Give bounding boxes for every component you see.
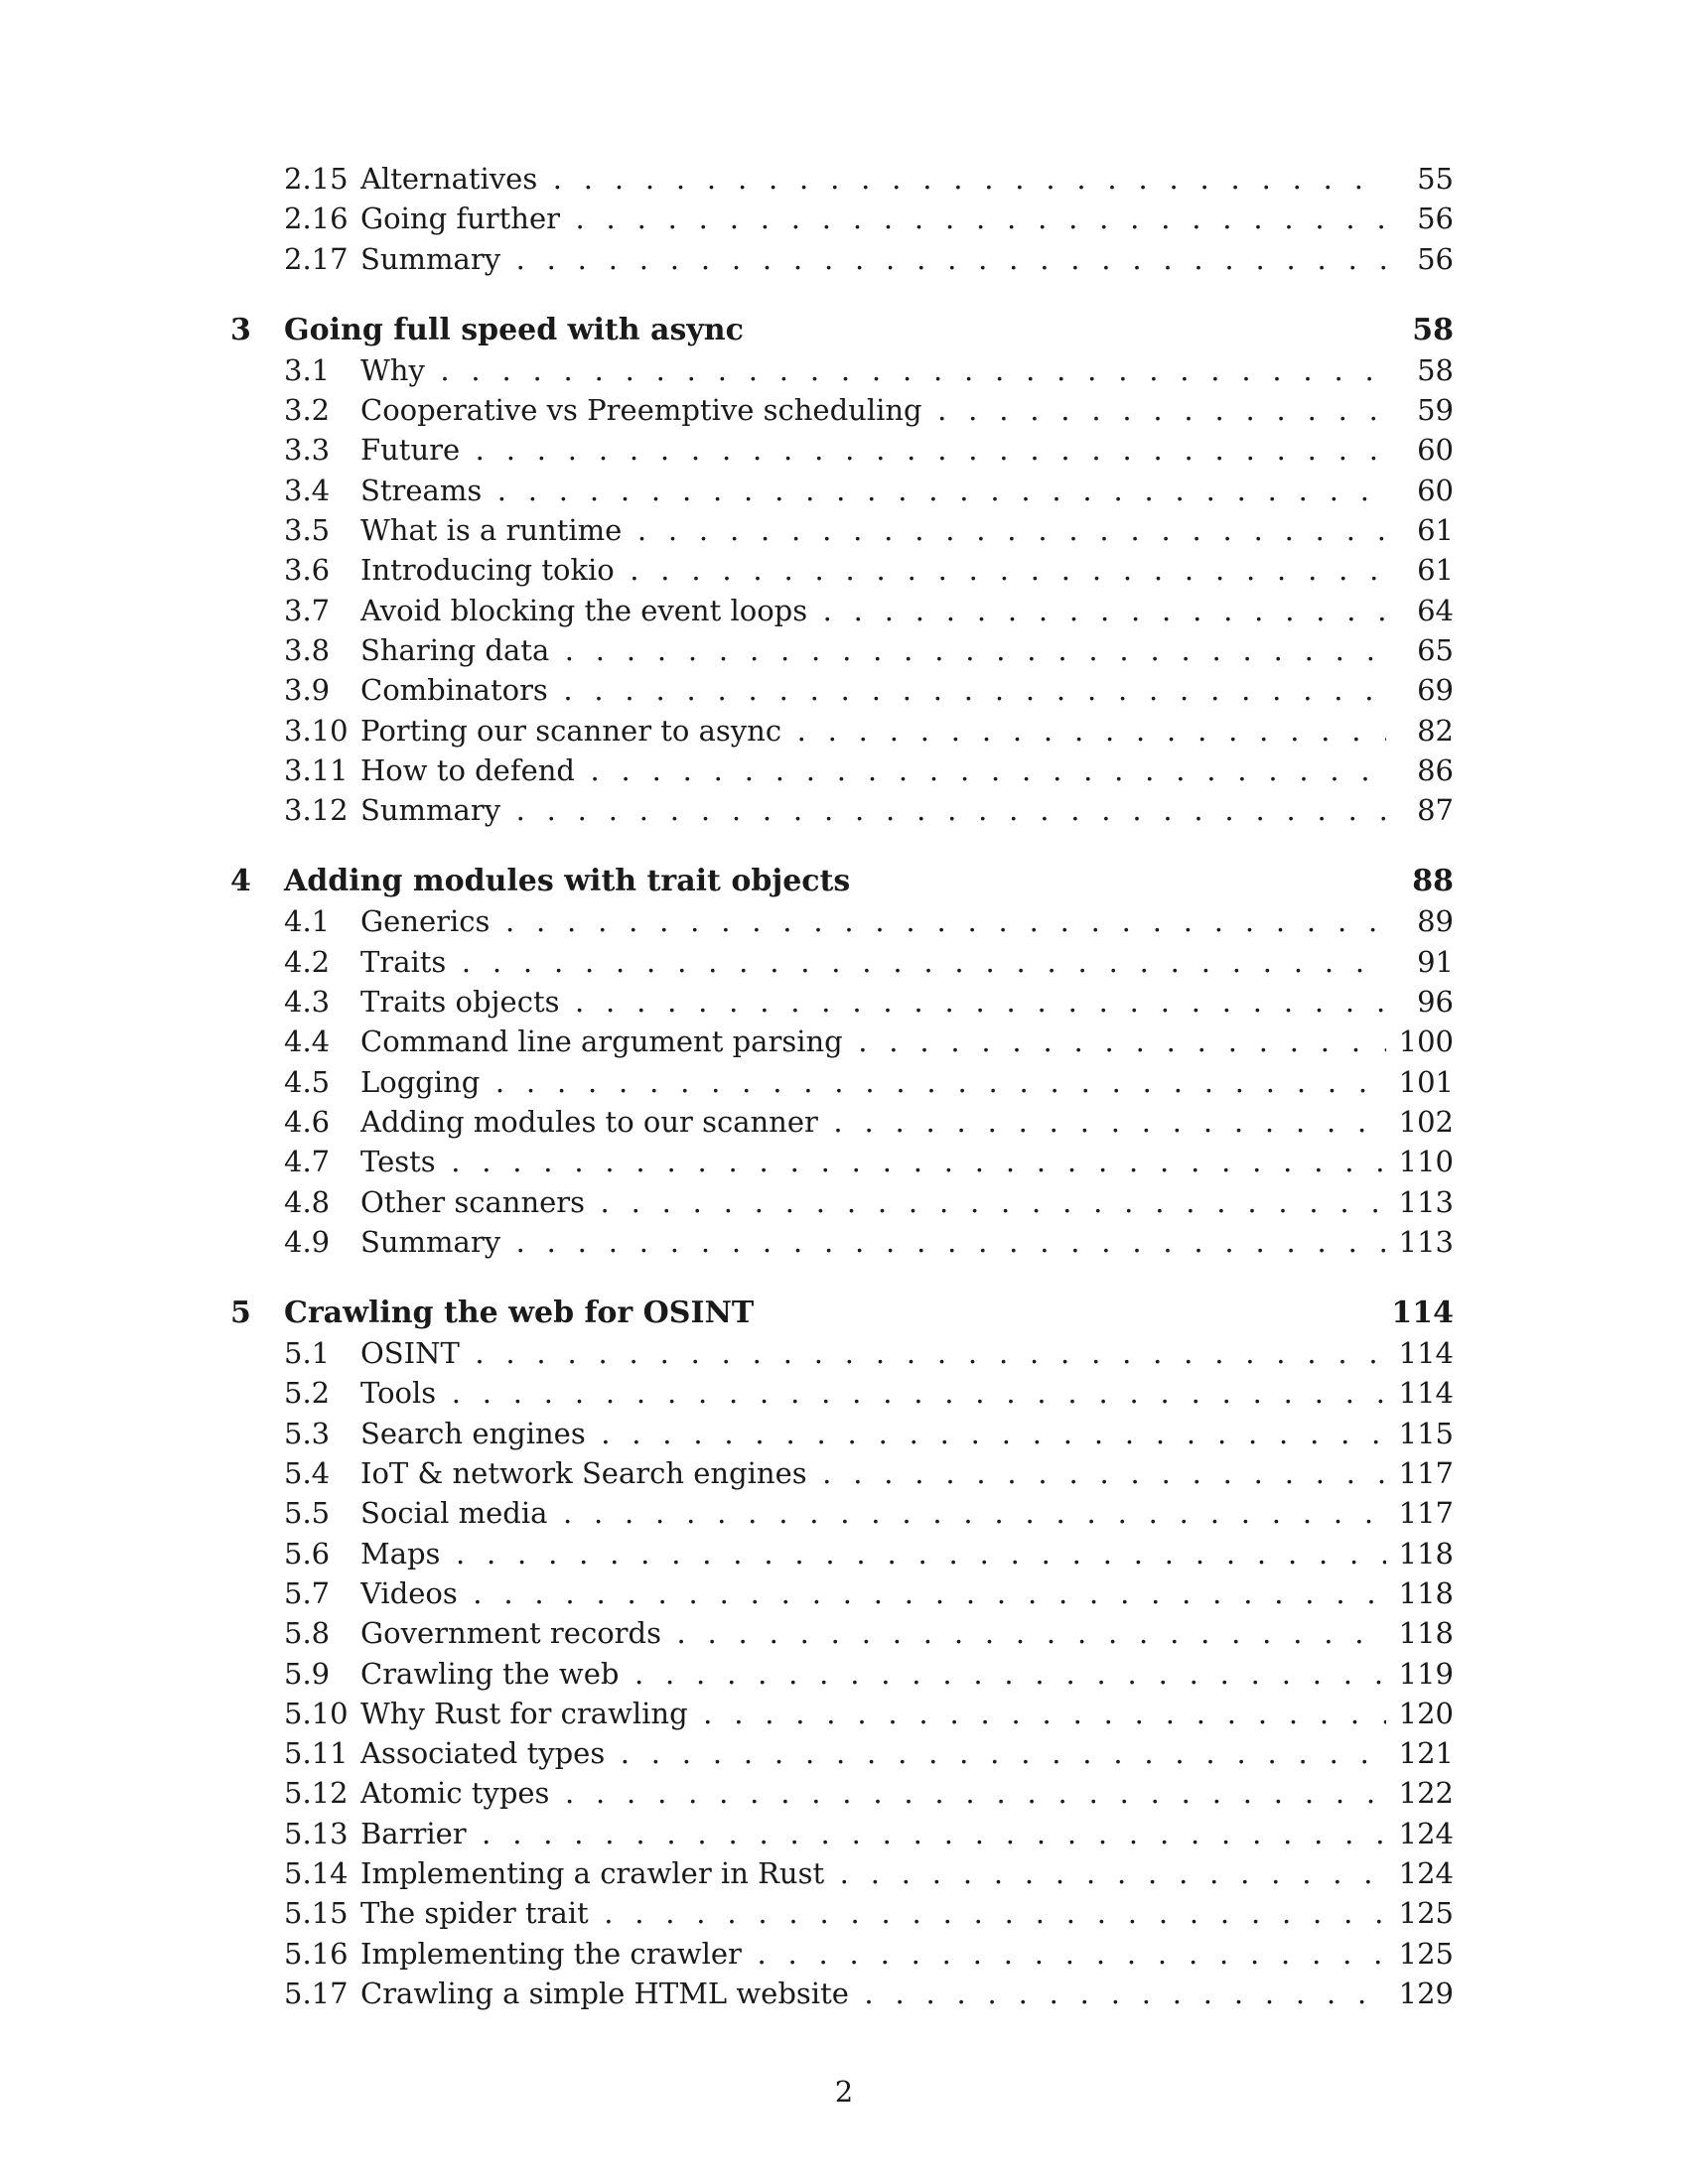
section-title: The spider trait: [360, 1896, 589, 1931]
section-page-number: 69: [1417, 673, 1454, 708]
section-title: Government records: [360, 1616, 661, 1651]
section-number: 2.15: [284, 162, 349, 196]
section-number: 3.9: [284, 673, 331, 708]
chapter-page-number: 58: [1412, 312, 1454, 347]
section-title-leader: [360, 1142, 1386, 1181]
section-number: 4.9: [284, 1224, 331, 1259]
toc-entry[interactable]: [230, 1853, 1454, 1893]
toc-entry[interactable]: [230, 1573, 1454, 1613]
toc-entry[interactable]: [230, 1414, 1454, 1453]
section-number: 5.1: [284, 1336, 331, 1371]
toc-entry[interactable]: [230, 1222, 1454, 1262]
section-number: 2.17: [284, 241, 349, 276]
chapter-title: Adding modules with trait objects: [284, 864, 851, 899]
dot-leader: [807, 594, 1386, 627]
section-title: Other scanners: [360, 1184, 586, 1219]
toc-entry[interactable]: [230, 751, 1454, 790]
dot-leader: [818, 1105, 1386, 1139]
dot-leader: [537, 162, 1386, 196]
chapter-heading[interactable]: [230, 1294, 1454, 1333]
toc-entry[interactable]: [230, 670, 1454, 710]
chapter-number: 4: [230, 864, 251, 899]
section-page-number: 61: [1417, 553, 1454, 588]
dot-leader: [549, 633, 1386, 667]
toc-entry[interactable]: [230, 591, 1454, 630]
section-title: Sharing data: [360, 632, 550, 667]
section-page-number: 64: [1417, 593, 1454, 627]
section-page-number: 129: [1398, 1976, 1454, 2010]
section-title: Tools: [360, 1376, 437, 1411]
dot-leader: [436, 1376, 1386, 1410]
chapter-page-number: 114: [1391, 1296, 1454, 1331]
section-page-number: 61: [1417, 513, 1454, 548]
section-number: 3.4: [284, 473, 331, 507]
dot-leader: [843, 1024, 1386, 1058]
section-number: 5.17: [284, 1976, 349, 2010]
section-title-leader: [360, 1062, 1386, 1102]
section-number: 3.2: [284, 393, 331, 428]
toc-entry[interactable]: [230, 1182, 1454, 1222]
dot-leader: [500, 793, 1386, 827]
toc-entry[interactable]: [230, 901, 1454, 941]
section-number: 5.8: [284, 1616, 331, 1651]
section-number: 5.7: [284, 1575, 331, 1610]
section-title: Traits: [360, 944, 447, 979]
section-title-leader: [360, 1573, 1386, 1613]
section-page-number: 113: [1398, 1184, 1454, 1219]
toc-entry[interactable]: [230, 1373, 1454, 1413]
section-title: Summary: [360, 793, 501, 828]
dot-leader: [619, 1657, 1386, 1691]
chapter-list: [230, 311, 1454, 2013]
dot-leader: [440, 1537, 1386, 1570]
section-number: 5.2: [284, 1376, 331, 1411]
section-number: 5.6: [284, 1536, 331, 1570]
section-title-leader: [360, 901, 1386, 941]
toc-entry[interactable]: [230, 1654, 1454, 1694]
section-title-leader: [360, 1333, 1386, 1373]
section-number: 3.3: [284, 433, 331, 468]
section-title: OSINT: [360, 1336, 460, 1371]
section-page-number: 114: [1398, 1376, 1454, 1411]
toc-entry[interactable]: [230, 1062, 1454, 1102]
section-title: Associated types: [360, 1736, 606, 1771]
section-title-leader: [360, 159, 1386, 199]
section-page-number: 122: [1398, 1776, 1454, 1811]
page-number: 2: [834, 2075, 854, 2109]
section-title: Why Rust for crawling: [360, 1696, 688, 1730]
toc-entry[interactable]: [230, 1773, 1454, 1813]
toc-entry[interactable]: [230, 430, 1454, 470]
section-title: Future: [360, 433, 461, 468]
section-number: 5.3: [284, 1416, 331, 1450]
chapter-heading[interactable]: [230, 311, 1454, 350]
section-page-number: 60: [1417, 473, 1454, 507]
dot-leader: [490, 904, 1386, 938]
section-number: 5.14: [284, 1855, 349, 1890]
dot-leader: [807, 1456, 1386, 1490]
chapter-block: [230, 1294, 1454, 2013]
dot-leader: [549, 1776, 1386, 1810]
dot-leader: [425, 353, 1386, 387]
continued-section-entries: [230, 159, 1454, 279]
section-title-leader: [360, 430, 1386, 470]
section-page-number: 120: [1398, 1696, 1454, 1730]
section-title-leader: [360, 1733, 1386, 1773]
dot-leader: [922, 393, 1386, 427]
section-title-leader: [360, 1974, 1386, 2013]
section-title-leader: [360, 942, 1386, 982]
dot-leader: [460, 1336, 1386, 1370]
section-page-number: 96: [1417, 985, 1454, 1020]
section-title: Generics: [360, 904, 491, 939]
dot-leader: [575, 753, 1386, 787]
section-title-leader: [360, 1893, 1386, 1933]
section-number: 5.11: [284, 1736, 349, 1771]
chapter-number: 3: [230, 312, 251, 347]
section-title-leader: [360, 1934, 1386, 1974]
section-title-leader: [360, 1853, 1386, 1893]
section-title: IoT & network Search engines: [360, 1456, 807, 1491]
section-page-number: 124: [1398, 1855, 1454, 1890]
toc-entry[interactable]: [230, 239, 1454, 279]
section-page-number: 55: [1417, 162, 1454, 196]
dot-leader: [742, 1937, 1386, 1971]
dot-leader: [547, 1496, 1386, 1530]
section-title-leader: [360, 199, 1386, 238]
section-title-leader: [360, 982, 1386, 1022]
dot-leader: [661, 1616, 1386, 1650]
section-number: 3.1: [284, 352, 331, 387]
section-title: Going further: [360, 202, 560, 236]
section-title: Videos: [360, 1575, 458, 1610]
toc-entry[interactable]: [230, 1733, 1454, 1773]
section-title: Summary: [360, 241, 501, 276]
chapter-title: Crawling the web for OSINT: [284, 1296, 755, 1331]
chapter-page-number: 88: [1412, 864, 1454, 899]
section-page-number: 118: [1398, 1616, 1454, 1651]
section-number: 5.13: [284, 1816, 349, 1850]
section-title: Social media: [360, 1496, 548, 1531]
section-number: 3.11: [284, 752, 349, 787]
section-number: 4.4: [284, 1024, 331, 1059]
section-page-number: 115: [1398, 1416, 1454, 1450]
dot-leader: [467, 1817, 1386, 1850]
section-title-leader: [360, 1654, 1386, 1694]
section-page-number: 91: [1417, 944, 1454, 979]
section-title: Traits objects: [360, 985, 560, 1020]
dot-leader: [688, 1697, 1386, 1730]
dot-leader: [560, 202, 1386, 235]
section-page-number: 110: [1398, 1145, 1454, 1179]
toc-entry[interactable]: [230, 159, 1454, 199]
section-number: 4.7: [284, 1145, 331, 1179]
section-title-leader: [360, 790, 1386, 830]
toc-entry[interactable]: [230, 471, 1454, 510]
section-title-leader: [360, 1102, 1386, 1142]
toc-entry[interactable]: [230, 790, 1454, 830]
toc-entry[interactable]: [230, 510, 1454, 550]
toc-entry[interactable]: [230, 1142, 1454, 1181]
section-number: 4.1: [284, 904, 331, 939]
toc-entry[interactable]: [230, 350, 1454, 390]
section-title: Adding modules to our scanner: [360, 1104, 818, 1139]
section-page-number: 102: [1398, 1104, 1454, 1139]
section-title: Streams: [360, 473, 483, 507]
section-title-leader: [360, 1613, 1386, 1653]
chapter-block: [230, 311, 1454, 831]
table-of-contents: [230, 159, 1454, 2013]
chapter-title: Going full speed with async: [284, 312, 744, 347]
section-page-number: 100: [1398, 1024, 1454, 1059]
section-number: 5.4: [284, 1456, 331, 1491]
toc-entry[interactable]: [230, 1022, 1454, 1061]
chapter-number: 5: [230, 1296, 251, 1331]
section-page-number: 117: [1398, 1496, 1454, 1531]
dot-leader: [589, 1896, 1386, 1930]
section-number: 4.8: [284, 1184, 331, 1219]
dot-leader: [615, 553, 1386, 587]
section-page-number: 118: [1398, 1536, 1454, 1570]
dot-leader: [460, 433, 1386, 467]
section-page-number: 82: [1417, 713, 1454, 748]
section-number: 3.10: [284, 713, 349, 748]
section-number: 3.8: [284, 632, 331, 667]
section-title: Search engines: [360, 1416, 586, 1450]
section-page-number: 125: [1398, 1936, 1454, 1971]
section-number: 4.2: [284, 944, 331, 979]
section-title: Command line argument parsing: [360, 1024, 843, 1059]
section-number: 2.16: [284, 202, 349, 236]
section-title: Implementing the crawler: [360, 1936, 742, 1971]
section-title: Summary: [360, 1224, 501, 1259]
section-page-number: 86: [1417, 752, 1454, 787]
section-number: 3.5: [284, 513, 331, 548]
toc-entry[interactable]: [230, 942, 1454, 982]
section-title-leader: [360, 239, 1386, 279]
section-title-leader: [360, 471, 1386, 510]
dot-leader: [548, 673, 1386, 707]
section-title-leader: [360, 630, 1386, 670]
chapter-heading[interactable]: [230, 862, 1454, 901]
section-title: Combinators: [360, 673, 548, 708]
toc-entry[interactable]: [230, 390, 1454, 430]
section-title-leader: [360, 390, 1386, 430]
toc-entry[interactable]: [230, 550, 1454, 590]
section-title: Avoid blocking the event loops: [360, 593, 808, 627]
dot-leader: [586, 1417, 1386, 1450]
toc-entry[interactable]: [230, 1934, 1454, 1974]
section-number: 4.3: [284, 985, 331, 1020]
section-title: Crawling a simple HTML website: [360, 1976, 849, 2010]
toc-entry[interactable]: [230, 1333, 1454, 1373]
section-title: Porting our scanner to async: [360, 713, 782, 748]
section-title-leader: [360, 711, 1386, 751]
dot-leader: [622, 513, 1386, 547]
section-title-leader: [360, 1182, 1386, 1222]
dot-leader: [436, 1145, 1386, 1178]
dot-leader: [500, 1225, 1386, 1259]
section-title: Atomic types: [360, 1776, 550, 1811]
section-title: Logging: [360, 1064, 481, 1099]
section-number: 5.15: [284, 1896, 349, 1931]
chapter-block: [230, 862, 1454, 1262]
section-title: Alternatives: [360, 162, 538, 196]
section-title: Tests: [360, 1145, 436, 1179]
section-number: 5.9: [284, 1656, 331, 1691]
dot-leader: [781, 714, 1386, 748]
section-title-leader: [360, 1493, 1386, 1533]
toc-entry[interactable]: [230, 1974, 1454, 2013]
toc-entry[interactable]: [230, 630, 1454, 670]
section-page-number: 125: [1398, 1896, 1454, 1931]
dot-leader: [605, 1736, 1386, 1770]
section-number: 5.5: [284, 1496, 331, 1531]
section-title-leader: [360, 1453, 1386, 1493]
toc-entry[interactable]: [230, 199, 1454, 238]
section-number: 5.12: [284, 1776, 349, 1811]
dot-leader: [500, 242, 1386, 276]
section-number: 3.6: [284, 553, 331, 588]
dot-leader: [585, 1185, 1386, 1219]
toc-entry[interactable]: [230, 711, 1454, 751]
section-title-leader: [360, 1534, 1386, 1573]
dot-leader: [849, 1977, 1386, 2010]
section-title-leader: [360, 751, 1386, 790]
section-title-leader: [360, 550, 1386, 590]
section-title: What is a runtime: [360, 513, 623, 548]
section-page-number: 65: [1417, 632, 1454, 667]
section-title: Maps: [360, 1536, 441, 1570]
section-page-number: 118: [1398, 1575, 1454, 1610]
section-title: Crawling the web: [360, 1656, 620, 1691]
section-page-number: 58: [1417, 352, 1454, 387]
section-page-number: 89: [1417, 904, 1454, 939]
section-page-number: 119: [1398, 1656, 1454, 1691]
toc-entry[interactable]: [230, 1694, 1454, 1733]
section-title-leader: [360, 1414, 1386, 1453]
section-page-number: 121: [1398, 1736, 1454, 1771]
toc-entry[interactable]: [230, 1534, 1454, 1573]
dot-leader: [482, 474, 1386, 507]
toc-entry[interactable]: [230, 1102, 1454, 1142]
section-title-leader: [360, 591, 1386, 630]
section-number: 4.6: [284, 1104, 331, 1139]
section-page-number: 60: [1417, 433, 1454, 468]
section-title-leader: [360, 1694, 1386, 1733]
dot-leader: [446, 945, 1386, 979]
section-title: How to defend: [360, 752, 575, 787]
section-title: Implementing a crawler in Rust: [360, 1855, 825, 1890]
section-title-leader: [360, 1814, 1386, 1853]
section-page-number: 117: [1398, 1456, 1454, 1491]
section-page-number: 59: [1417, 393, 1454, 428]
section-title-leader: [360, 1022, 1386, 1061]
section-number: 5.10: [284, 1696, 349, 1730]
section-page-number: 56: [1417, 241, 1454, 276]
section-title: Barrier: [360, 1816, 467, 1850]
section-title-leader: [360, 670, 1386, 710]
section-page-number: 56: [1417, 202, 1454, 236]
section-title-leader: [360, 1773, 1386, 1813]
section-number: 3.12: [284, 793, 349, 828]
toc-entry[interactable]: [230, 1613, 1454, 1653]
toc-entry[interactable]: [230, 1453, 1454, 1493]
section-title-leader: [360, 1373, 1386, 1413]
toc-entry[interactable]: [230, 1814, 1454, 1853]
toc-entry[interactable]: [230, 1493, 1454, 1533]
section-page-number: 101: [1398, 1064, 1454, 1099]
section-page-number: 113: [1398, 1224, 1454, 1259]
section-page-number: 114: [1398, 1336, 1454, 1371]
section-number: 5.16: [284, 1936, 349, 1971]
section-title: Introducing tokio: [360, 553, 615, 588]
section-number: 3.7: [284, 593, 331, 627]
section-title: Why: [360, 352, 425, 387]
dot-leader: [559, 985, 1386, 1019]
section-page-number: 87: [1417, 793, 1454, 828]
dot-leader: [824, 1856, 1386, 1890]
section-title-leader: [360, 350, 1386, 390]
dot-leader: [480, 1065, 1386, 1099]
section-number: 4.5: [284, 1064, 331, 1099]
dot-leader: [458, 1576, 1386, 1610]
section-page-number: 124: [1398, 1816, 1454, 1850]
section-title-leader: [360, 510, 1386, 550]
section-title-leader: [360, 1222, 1386, 1262]
toc-entry[interactable]: [230, 982, 1454, 1022]
toc-entry[interactable]: [230, 1893, 1454, 1933]
section-title: Cooperative vs Preemptive scheduling: [360, 393, 922, 428]
